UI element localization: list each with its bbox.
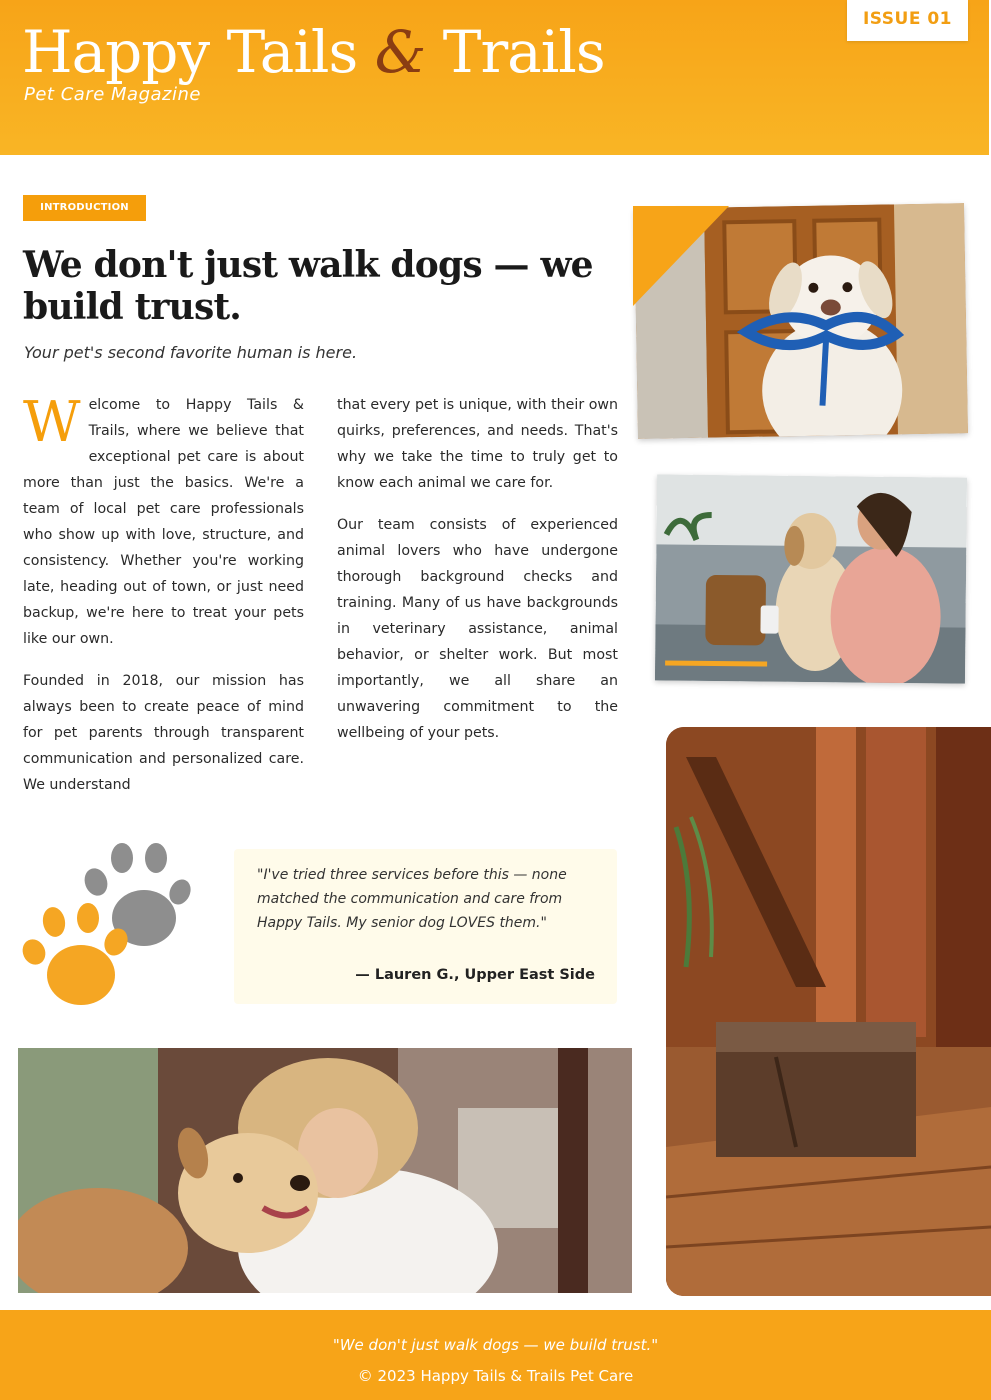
photo-corner-accent	[633, 206, 729, 306]
article-paragraph	[23, 392, 304, 652]
brand-subtitle: Pet Care Magazine	[24, 84, 201, 105]
subhead: Your pet's second favorite human is here.	[24, 343, 358, 362]
testimonial-author: — Lauren G., Upper East Side	[355, 967, 595, 983]
testimonial-quote: "I've tried three services before this — none matched the communication and care from Happy Tails. My senior dog LOVES them."	[257, 867, 567, 931]
brand-title	[22, 14, 605, 90]
drop-cap: W	[23, 390, 81, 455]
issue-badge: ISSUE 01	[847, 0, 968, 41]
article-paragraph: Our team consists of experienced animal lovers who have undergone thorough background checks and training. Many of us have backgrounds in veterinary assistance, animal behavior, or shelter work. But most importantly, we all share an unwavering commitment to the wellbeing of your pets.	[337, 517, 618, 741]
footer-quote: "We don't just walk dogs — we build trust."	[332, 1336, 659, 1354]
section-tag: INTRODUCTION	[23, 195, 146, 221]
testimonial-box	[234, 849, 617, 1004]
paw-prints-icon	[16, 840, 196, 1015]
magazine-footer	[0, 1310, 991, 1400]
brand-title-part1: Happy Tails	[22, 18, 375, 86]
footer-copyright: © 2023 Happy Tails & Trails Pet Care	[357, 1367, 634, 1385]
brand-title-ampersand: &	[374, 18, 426, 86]
article-paragraph: that every pet is unique, with their own quirks, preferences, and needs. That's why we take the time to truly get to know each animal we care for.	[337, 397, 618, 491]
headline: We don't just walk dogs — we build trust.	[23, 244, 593, 328]
photo-wooden-furniture	[666, 727, 991, 1296]
photo-woman-with-dog-couch	[655, 474, 967, 683]
paragraph-text: elcome to Happy Tails & Trails, where we believe that exceptional pet care is about more than just the basics. We're a team of local pet care professionals who show up with love, structure, and consistency. Whether you're working late, heading out of town, or just need backup, we're here to treat your pets like our own.	[23, 397, 304, 647]
article-column-2	[337, 392, 618, 762]
photo-woman-hugging-dog	[18, 1048, 632, 1293]
brand-title-part2: Trails	[425, 18, 605, 86]
article-column-1	[23, 392, 304, 814]
article-paragraph: Founded in 2018, our mission has always been to create peace of mind for pet parents through transparent communication and personalized care. We understand	[23, 673, 304, 793]
magazine-header	[0, 0, 989, 155]
